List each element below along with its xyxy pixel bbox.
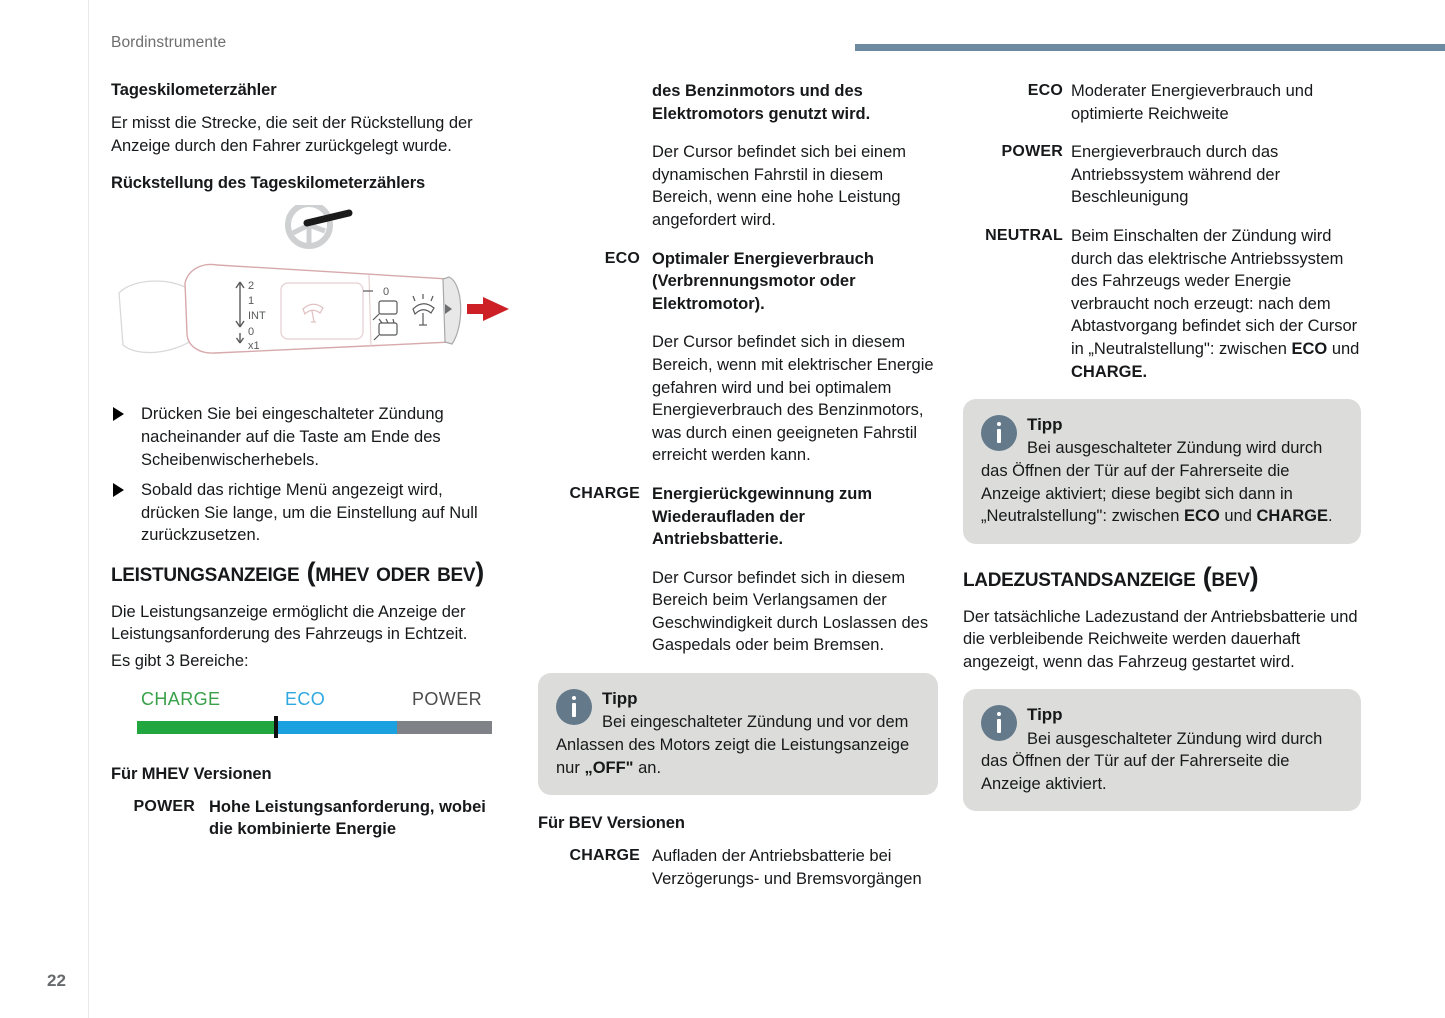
gauge-segment-eco — [277, 721, 397, 734]
definition-description: Hohe Leistungsanforderung, wobei die kombinierte Energie — [209, 797, 486, 839]
definition-row-power-continued — [538, 80, 938, 125]
tip-text-bold-2: CHARGE — [1256, 507, 1329, 526]
running-head: Bordinstrumente — [111, 34, 227, 51]
paragraph-charge-cursor: Der Cursor befindet sich in diesem Bereich beim Verlangsamen der Geschwindigkeit durch Loslassen des Gaspedals oder beim Bremsen. — [652, 568, 929, 655]
neutral-text-bold-1: ECO — [1291, 339, 1328, 358]
tip-box-off-display — [538, 673, 938, 795]
tip-title: Tipp — [1027, 705, 1063, 725]
definition-label: NEUTRAL — [985, 226, 1063, 244]
heading-power-gauge: leistungsanzeige (mhev oder bev) — [111, 556, 484, 587]
power-gauge-graphic — [117, 689, 497, 744]
tip-title: Tipp — [602, 689, 638, 709]
definition-description — [1071, 225, 1361, 383]
tip-text-part-3: . — [1328, 507, 1333, 526]
gauge-cursor — [274, 716, 278, 738]
definition-row-charge — [538, 483, 938, 551]
paragraph-three-zones: Es gibt 3 Bereiche: — [111, 652, 249, 671]
definition-label-spacer — [538, 567, 652, 657]
gauge-segment-power — [397, 721, 492, 734]
callout-arrow-icon — [467, 297, 509, 321]
gauge-bar — [137, 721, 492, 734]
paragraph-power-gauge-intro: Die Leistungsanzeige ermöglicht die Anzeige der Leistungsanforderung des Fahrzeugs in Echtzeit. — [111, 602, 468, 644]
tip-text — [556, 711, 920, 779]
definition-label-spacer — [538, 141, 652, 231]
left-column — [111, 80, 506, 857]
paragraph-row-charge-cursor — [538, 567, 938, 657]
neutral-text-part-1: Beim Einschalten der Zündung wird durch das elektrische Antriebssystem des Fahrzeugs weder Energie verbraucht noch erzeugt: nach dem Abtastvorgang befindet sich der Cursor in „Neutralstellung": zwischen — [1071, 226, 1358, 358]
neutral-text-part-2: und — [1327, 339, 1360, 358]
tip-text: Bei ausgeschalteter Zündung wird durch das Öffnen der Tür auf der Fahrerseite die Anzeige aktiviert. — [981, 729, 1323, 793]
stalk-scale-label-int: INT — [248, 310, 266, 323]
definition-label: CHARGE — [569, 847, 640, 865]
reset-steps-list — [111, 403, 506, 547]
info-icon — [556, 689, 592, 725]
middle-column — [538, 80, 938, 906]
paragraph-charge-state: Der tatsächliche Ladezustand der Antriebsbatterie und die verbleibende Reichweite werden dauerhaft angezeigt, wenn das Fahrzeug gestartet wird. — [963, 607, 1358, 671]
tip-text-part-1: Bei ausgeschalteter Zündung wird durch das Öffnen der Tür auf der Fahrerseite die Anzeige aktiviert; diese begibt sich dann in „Neutralstellung": zwischen — [981, 439, 1323, 526]
stalk-scale-label-2: 2 — [248, 280, 255, 293]
right-column — [963, 80, 1361, 829]
tip-text — [981, 437, 1343, 527]
definition-description: Energierückgewinnung zum Wiederaufladen der Antriebsbatterie. — [652, 484, 873, 549]
info-icon — [981, 415, 1017, 451]
gauge-segment-charge — [137, 721, 277, 734]
wiper-stalk-diagram — [111, 205, 511, 395]
heading-charge-state-display: ladezustandsanzeige (bev) — [963, 561, 1259, 592]
definition-label-spacer — [538, 80, 652, 125]
heading-mhev-versions: Für MHEV Versionen — [111, 764, 272, 783]
triangle-bullet-icon — [113, 483, 124, 497]
tip-text-bold-1: „OFF" — [584, 758, 634, 777]
definition-description: Aufladen der Antriebsbatterie bei Verzögerungs- und Bremsvorgängen — [652, 847, 922, 888]
paragraph-trip-odometer: Er misst die Strecke, die seit der Rückstellung der Anzeige durch den Fahrer zurückgelegt wurde. — [111, 114, 473, 155]
tip-title: Tipp — [1027, 415, 1063, 435]
definition-description-continued: des Benzinmotors und des Elektromotors genutzt wird. — [652, 82, 871, 123]
stalk-scale-label-0: 0 — [248, 326, 255, 339]
definition-label: CHARGE — [569, 484, 640, 502]
page-margin-rule — [88, 0, 89, 1018]
definition-row-eco — [963, 80, 1361, 125]
tip-text-part-1: Bei eingeschalteter Zündung und vor dem Anlassen des Motors zeigt die Leistungsanzeige nur — [556, 713, 910, 777]
definition-label-spacer — [538, 331, 652, 467]
definition-row-eco — [538, 248, 938, 316]
stalk-scale-label-1: 1 — [248, 295, 255, 308]
tip-box-door-activation — [963, 689, 1361, 811]
stalk-scale-label-x1: x1 — [248, 340, 260, 353]
tip-box-neutral-position — [963, 399, 1361, 544]
paragraph-eco-cursor: Der Cursor befindet sich in diesem Bereich, wenn mit elektrischer Energie gefahren wird und bei optimalem Energieverbrauch des Benzinmotors, was durch einen geeigneten Fahrstil erreicht werden kann. — [652, 333, 934, 465]
tip-text-bold-1: ECO — [1184, 507, 1220, 526]
definition-description: Optimaler Energieverbrauch (Verbrennungsmotor oder Elektromotor). — [652, 249, 874, 313]
gauge-label-eco: ECO — [285, 688, 326, 709]
tip-text-part-2: an. — [633, 758, 662, 777]
page-number: 22 — [47, 971, 66, 990]
stalk-rear-label-0: 0 — [383, 286, 390, 299]
paragraph-row-eco-cursor — [538, 331, 938, 467]
neutral-text-bold-2: CHARGE. — [1071, 362, 1148, 381]
gauge-label-charge: CHARGE — [141, 688, 221, 709]
triangle-bullet-icon — [113, 407, 124, 421]
list-item — [111, 479, 506, 547]
gauge-label-power: POWER — [412, 688, 483, 709]
definition-label: POWER — [133, 797, 195, 815]
tip-text-part-2: und — [1219, 507, 1257, 526]
definition-row-power — [111, 796, 506, 841]
definition-row-power — [963, 141, 1361, 209]
list-item-text: Drücken Sie bei eingeschalteter Zündung nacheinander auf die Taste am Ende des Scheibenwischerhebels. — [141, 405, 444, 469]
definition-description: Moderater Energieverbrauch und optimierte Reichweite — [1071, 82, 1314, 123]
definition-description: Energieverbrauch durch das Antriebssystem während der Beschleunigung — [1071, 143, 1281, 207]
heading-trip-odometer: Tageskilometerzähler — [111, 81, 277, 99]
heading-bev-versions: Für BEV Versionen — [538, 814, 685, 833]
definition-label: ECO — [1027, 82, 1063, 99]
paragraph-row-power-cursor — [538, 141, 938, 231]
definition-row-bev-charge — [538, 845, 938, 890]
paragraph-power-cursor: Der Cursor befindet sich bei einem dynamischen Fahrstil in diesem Bereich, wenn eine hohe Leistung angefordert wird. — [652, 143, 907, 229]
heading-trip-reset: Rückstellung des Tageskilometerzählers — [111, 174, 426, 193]
header-rule — [855, 44, 1445, 51]
definition-row-neutral — [963, 225, 1361, 383]
steering-wheel-icon — [288, 205, 349, 246]
definition-label: ECO — [604, 249, 640, 267]
list-item — [111, 403, 506, 471]
definition-label: POWER — [1001, 143, 1063, 161]
list-item-text: Sobald das richtige Menü angezeigt wird, drücken Sie lange, um die Einstellung auf Null zurückzusetzen. — [141, 481, 478, 545]
